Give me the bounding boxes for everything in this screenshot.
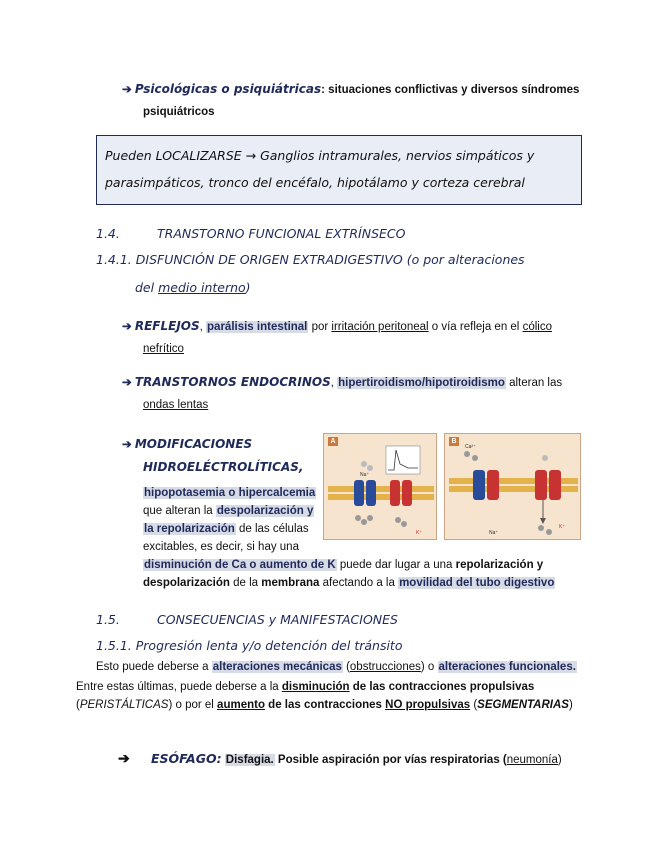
arrow-icon: ➔: [122, 321, 132, 333]
modificaciones-lead-2: HIDROELÉCTROLÍTICAS,: [143, 460, 304, 474]
figure-a-na: Na⁺: [360, 472, 370, 478]
figure-b: [444, 433, 581, 540]
modificaciones-l3: hipopotasemia o hipercalcemia: [144, 487, 316, 499]
figure-b-k: K⁺: [559, 524, 565, 530]
figure-a-k: K⁺: [416, 530, 422, 536]
modificaciones-l5: la repolarización de las células: [144, 523, 309, 535]
endocrinos-bullet: ➔ TRANSTORNOS ENDOCRINOS, hipertiroidismo/hipotiroidismo alteran las: [122, 375, 563, 389]
reflejos-cont: nefrítico: [143, 343, 184, 355]
figure-b-na: Na⁺: [489, 530, 499, 536]
intro-bullet: [122, 78, 582, 101]
box-line-1: Pueden LOCALIZARSE → Ganglios intramurales, nervios simpáticos y: [105, 148, 535, 163]
paragraph-line-3: (PERISTÁLTICAS) o por el aumento de las contracciones NO propulsivas (SEGMENTARIAS): [76, 699, 573, 711]
section-1-4-title: TRANSTORNO FUNCIONAL EXTRÍNSECO: [157, 226, 406, 241]
section-1-4-number: 1.4.: [96, 226, 120, 241]
section-1-5-title: CONSECUENCIAS y MANIFESTACIONES: [157, 612, 398, 627]
figure-a-diagram: [324, 434, 438, 541]
figure-b-label: B: [449, 437, 459, 446]
modificaciones-l4: que alteran la despolarización y: [143, 505, 314, 517]
arrow-icon: ➔: [118, 750, 130, 766]
endocrinos-cont: ondas lentas: [143, 399, 209, 411]
section-1-4-1-line-1: 1.4.1. DISFUNCIÓN DE ORIGEN EXTRADIGESTIVO (o por alteraciones: [96, 252, 525, 267]
figure-a-label: A: [328, 437, 338, 446]
modificaciones-l8: despolarización de la membrana afectando a la movilidad del tubo digestivo: [143, 577, 555, 589]
box-line-2: parasimpáticos, tronco del encéfalo, hipotálamo y corteza cerebral: [105, 175, 525, 190]
intro-text: : situaciones conflictivas y diversos síndromes: [321, 84, 580, 96]
intro-text-cont: psiquiátricos: [143, 106, 215, 118]
arrow-icon: ➔: [122, 84, 132, 96]
intro-lead: Psicológicas o psiquiátricas: [134, 82, 322, 96]
reflejos-bullet: ➔ REFLEJOS, parálisis intestinal por irritación peritoneal o vía refleja en el cólico: [122, 319, 552, 333]
modificaciones-lead-1: ➔ MODIFICACIONES: [122, 437, 253, 451]
esofago-bullet: ➔ ESÓFAGO: Disfagia. Posible aspiración por vías respiratorias (neumonía): [118, 750, 562, 766]
section-1-5-1-title: 1.5.1. Progresión lenta y/o detención del tránsito: [96, 638, 403, 653]
figure-a: [323, 433, 437, 540]
modificaciones-l7: disminución de Ca o aumento de K puede dar lugar a una repolarización y: [144, 559, 544, 571]
arrow-icon: ➔: [122, 377, 132, 389]
section-1-4-1-line-2: del medio interno): [135, 280, 251, 295]
localization-box: [96, 135, 582, 205]
paragraph-line-2: Entre estas últimas, puede deberse a la disminución de las contracciones propulsivas: [76, 681, 535, 693]
modificaciones-l6: excitables, es decir, si hay una: [143, 541, 299, 553]
section-1-5-number: 1.5.: [96, 612, 120, 627]
paragraph-line-1: Esto puede deberse a alteraciones mecánicas (obstrucciones) o alteraciones funcionales.: [96, 661, 576, 673]
figure-b-ca: Ca²⁺: [465, 444, 476, 450]
arrow-icon: ➔: [122, 439, 132, 451]
